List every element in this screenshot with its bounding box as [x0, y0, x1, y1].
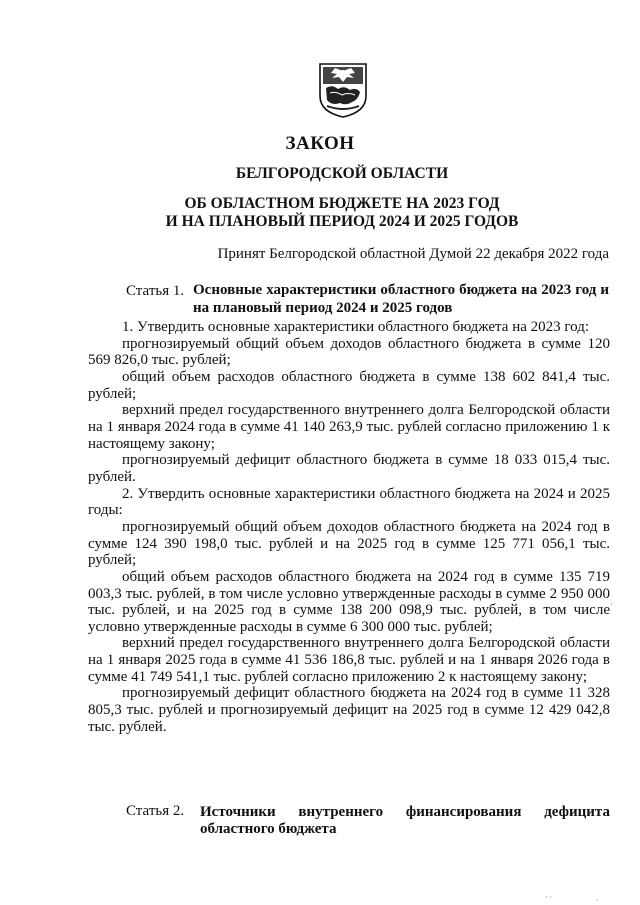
paragraph: верхний предел государственного внутреннего долга Белгородской области на 1 января 2025 года в сумме 41 536 186,8 тыс. рублей и на 1 января 2026 года в сумме 41 749 541,1 тыс. рублей согласно приложению 2 к настоящему закону; — [88, 635, 610, 685]
scan-speck: · — [610, 600, 613, 609]
article-1-label: Статья 1. — [126, 283, 185, 299]
region-title: БЕЛГОРОДСКОЙ ОБЛАСТИ — [235, 165, 449, 182]
paragraph: общий объем расходов областного бюджета на 2024 год в сумме 135 719 003,3 тыс. рублей, в том числе условно утвержденные расходы в сумме 2 950 000 тыс. рублей, и на 2025 год в сумме 138 200 098,9 тыс. рублей, в том числе условно утвержденные расходы в сумме 6 300 000 тыс. рублей; — [88, 568, 610, 635]
paragraph: прогнозируемый общий объем доходов областного бюджета в сумме 120 569 826,0 тыс. рублей; — [88, 335, 610, 369]
subject-line-1: ОБ ОБЛАСТНОМ БЮДЖЕТЕ НА 2023 ГОД — [184, 195, 500, 212]
subject-line-2: И НА ПЛАНОВЫЙ ПЕРИОД 2024 И 2025 ГОДОВ — [165, 213, 519, 230]
paragraph: прогнозируемый дефицит областного бюджета на 2024 год в сумме 11 328 805,3 тыс. рублей и прогнозируемый дефицит на 2025 год в сумме 12 429 042,8 тыс. рублей. — [88, 685, 610, 735]
paragraph: общий объем расходов областного бюджета в сумме 138 602 841,4 тыс. рублей; — [88, 368, 610, 402]
article-1-body — [88, 319, 610, 735]
paragraph: 1. Утвердить основные характеристики областного бюджета на 2023 год: — [122, 319, 590, 335]
paragraph: прогнозируемый дефицит областного бюджета в сумме 18 033 015,4 тыс. рублей. — [88, 452, 610, 485]
belgorod-coat-of-arms-icon — [318, 62, 368, 118]
paragraph: верхний предел государственного внутреннего долга Белгородской области на 1 января 2024 года в сумме 41 140 263,9 тыс. рублей согласно приложению 1 к настоящему закону; — [88, 402, 610, 452]
paragraph: 2. Утвердить основные характеристики областного бюджета на 2024 и 2025 годы: — [88, 485, 610, 519]
paragraph: прогнозируемый общий объем доходов областного бюджета на 2024 год в сумме 124 390 198,0 тыс. рублей и на 2025 год в сумме 125 771 056,1 тыс. рублей; — [88, 518, 610, 569]
article-2-label: Статья 2. — [126, 803, 185, 819]
article-2-title-line-2: областного бюджета — [200, 821, 337, 837]
scan-speck: · · — [545, 893, 553, 902]
adoption-note: Принят Белгородской областной Думой 22 декабря 2022 года — [217, 246, 609, 262]
article-1-title: Основные характеристики областного бюджета на 2023 год и на плановый период 2024 и 2025 годов — [193, 282, 609, 316]
article-2-title-line-1: Источники внутреннего финансирования дефицита — [200, 804, 610, 820]
scan-speck: · — [596, 896, 599, 905]
document-type-title: ЗАКОН — [285, 133, 355, 154]
